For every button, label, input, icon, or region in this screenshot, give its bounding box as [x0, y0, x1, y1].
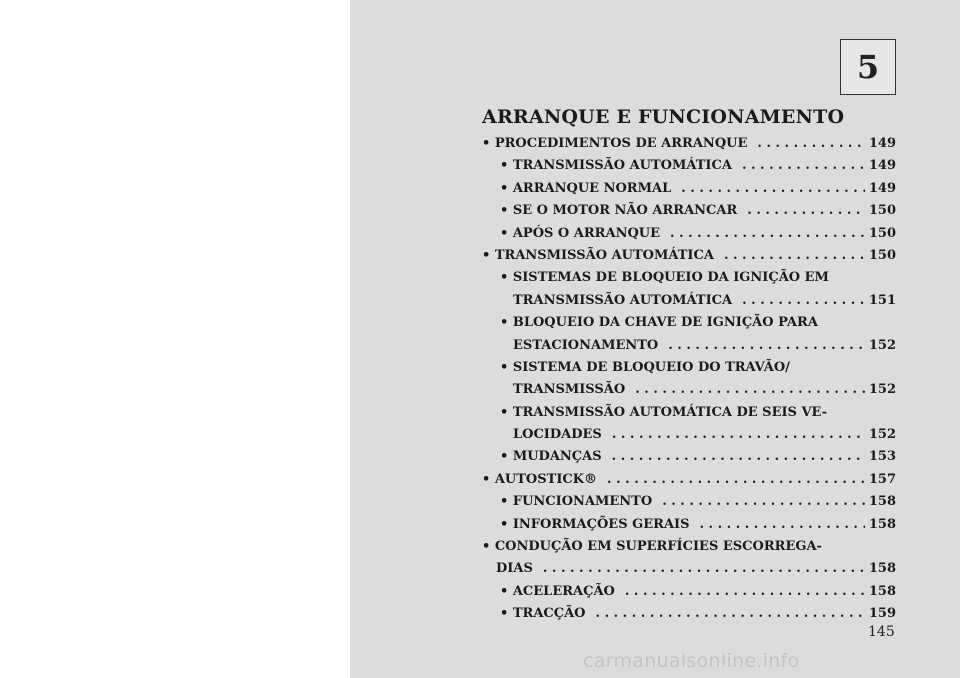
toc-entry-text: • INFORMAÇÕES GERAIS — [500, 516, 690, 532]
toc-leader-dots — [635, 379, 865, 401]
toc-entry-page: 158 — [868, 516, 896, 532]
toc-leader-dots — [607, 469, 865, 491]
chapter-number-box — [840, 39, 896, 95]
toc-leader-dots — [596, 603, 865, 625]
toc-entry[interactable] — [482, 581, 896, 603]
toc-entry[interactable] — [482, 223, 896, 245]
toc-leader-dots — [670, 223, 865, 245]
toc-leader-dots — [747, 200, 865, 222]
toc-entry-text: • SISTEMAS DE BLOQUEIO DA IGNIÇÃO EM — [500, 270, 829, 286]
toc-entry[interactable] — [482, 379, 896, 401]
toc-entry-page: 151 — [868, 292, 896, 308]
toc-leader-dots — [742, 155, 865, 177]
toc-entry-text: • CONDUÇÃO EM SUPERFÍCIES ESCORREGA- — [482, 539, 822, 555]
toc-leader-dots — [742, 290, 865, 312]
toc-entry-page: 152 — [868, 382, 896, 398]
toc-entry-text: • TRACÇÃO — [500, 606, 586, 622]
toc-entry-text: • TRANSMISSÃO AUTOMÁTICA — [500, 158, 732, 174]
toc-entry-text: • TRANSMISSÃO AUTOMÁTICA DE SEIS VE- — [500, 404, 828, 420]
toc-entry-page: 150 — [868, 247, 896, 263]
toc-entry-page: 159 — [868, 606, 896, 622]
toc-entry-text: • APÓS O ARRANQUE — [500, 225, 661, 241]
toc-entry[interactable] — [482, 536, 896, 558]
toc-entry-text: • PROCEDIMENTOS DE ARRANQUE — [482, 136, 748, 151]
toc-leader-dots — [612, 446, 865, 468]
toc-entry-text: • SE O MOTOR NÃO ARRANCAR — [500, 203, 738, 219]
toc-entry[interactable] — [482, 424, 896, 446]
toc-entry-text: • TRANSMISSÃO AUTOMÁTICA — [482, 247, 714, 263]
toc-entry-text: • ARRANQUE NORMAL — [500, 180, 672, 196]
toc-entry-page: 152 — [868, 427, 896, 443]
toc-entry[interactable] — [482, 469, 896, 491]
toc-entry-text: • BLOQUEIO DA CHAVE DE IGNIÇÃO PARA — [500, 315, 818, 331]
toc-leader-dots — [625, 581, 865, 603]
toc-entry-text: TRANSMISSÃO AUTOMÁTICA — [513, 292, 733, 308]
toc-leader-dots — [612, 424, 865, 446]
toc-entry[interactable] — [482, 155, 896, 177]
chapter-number: 5 — [856, 48, 880, 86]
toc-entry-text: • ACELERAÇÃO — [500, 583, 615, 599]
toc-entry[interactable] — [482, 603, 896, 625]
section-title: ARRANQUE E FUNCIONAMENTO — [482, 106, 845, 128]
toc-leader-dots — [724, 245, 865, 267]
watermark: carmanualsonline.info — [583, 650, 800, 672]
toc-entry-page: 149 — [868, 180, 896, 196]
toc-entry-text: DIAS — [496, 561, 533, 577]
toc-entry[interactable] — [482, 267, 896, 289]
toc-entry-text: • SISTEMA DE BLOQUEIO DO TRAVÃO/ — [500, 359, 790, 375]
toc-entry-text: • AUTOSTICK® — [482, 471, 598, 487]
toc-leader-dots — [662, 491, 865, 513]
toc-entry-page: 149 — [868, 158, 896, 174]
toc-entry-page: 158 — [868, 494, 896, 510]
toc-entry-page: 157 — [868, 471, 896, 487]
toc-leader-dots — [757, 133, 864, 155]
toc-entry-text: ESTACIONAMENTO — [513, 337, 659, 353]
toc-entry[interactable] — [482, 335, 896, 357]
toc-leader-dots — [543, 558, 865, 580]
toc-entry[interactable] — [482, 558, 896, 580]
toc-entry[interactable] — [482, 178, 896, 200]
toc-entry-text: • FUNCIONAMENTO — [500, 494, 653, 510]
toc-entry-page: 153 — [868, 449, 896, 465]
toc-leader-dots — [681, 178, 865, 200]
toc-entry-text: LOCIDADES — [513, 427, 602, 443]
table-of-contents — [482, 133, 896, 626]
toc-entry[interactable] — [482, 357, 896, 379]
page-number: 145 — [868, 624, 895, 640]
toc-entry-text: TRANSMISSÃO — [513, 382, 626, 398]
toc-entry[interactable] — [482, 402, 896, 424]
toc-entry[interactable] — [482, 290, 896, 312]
toc-entry[interactable] — [482, 446, 896, 468]
toc-leader-dots — [700, 514, 865, 536]
toc-entry-page: 150 — [868, 225, 896, 241]
toc-entry-page: 150 — [868, 203, 896, 219]
toc-entry[interactable] — [482, 514, 896, 536]
toc-leader-dots — [668, 335, 865, 357]
blank-left-page — [0, 0, 350, 678]
toc-entry[interactable] — [482, 133, 896, 155]
toc-entry[interactable] — [482, 491, 896, 513]
toc-entry-page: 149 — [868, 136, 896, 151]
toc-entry-text: • MUDANÇAS — [500, 449, 602, 465]
toc-entry[interactable] — [482, 200, 896, 222]
toc-entry[interactable] — [482, 312, 896, 334]
toc-entry-page: 158 — [868, 561, 896, 577]
toc-entry-page: 158 — [868, 583, 896, 599]
toc-entry[interactable] — [482, 245, 896, 267]
toc-entry-page: 152 — [868, 337, 896, 353]
